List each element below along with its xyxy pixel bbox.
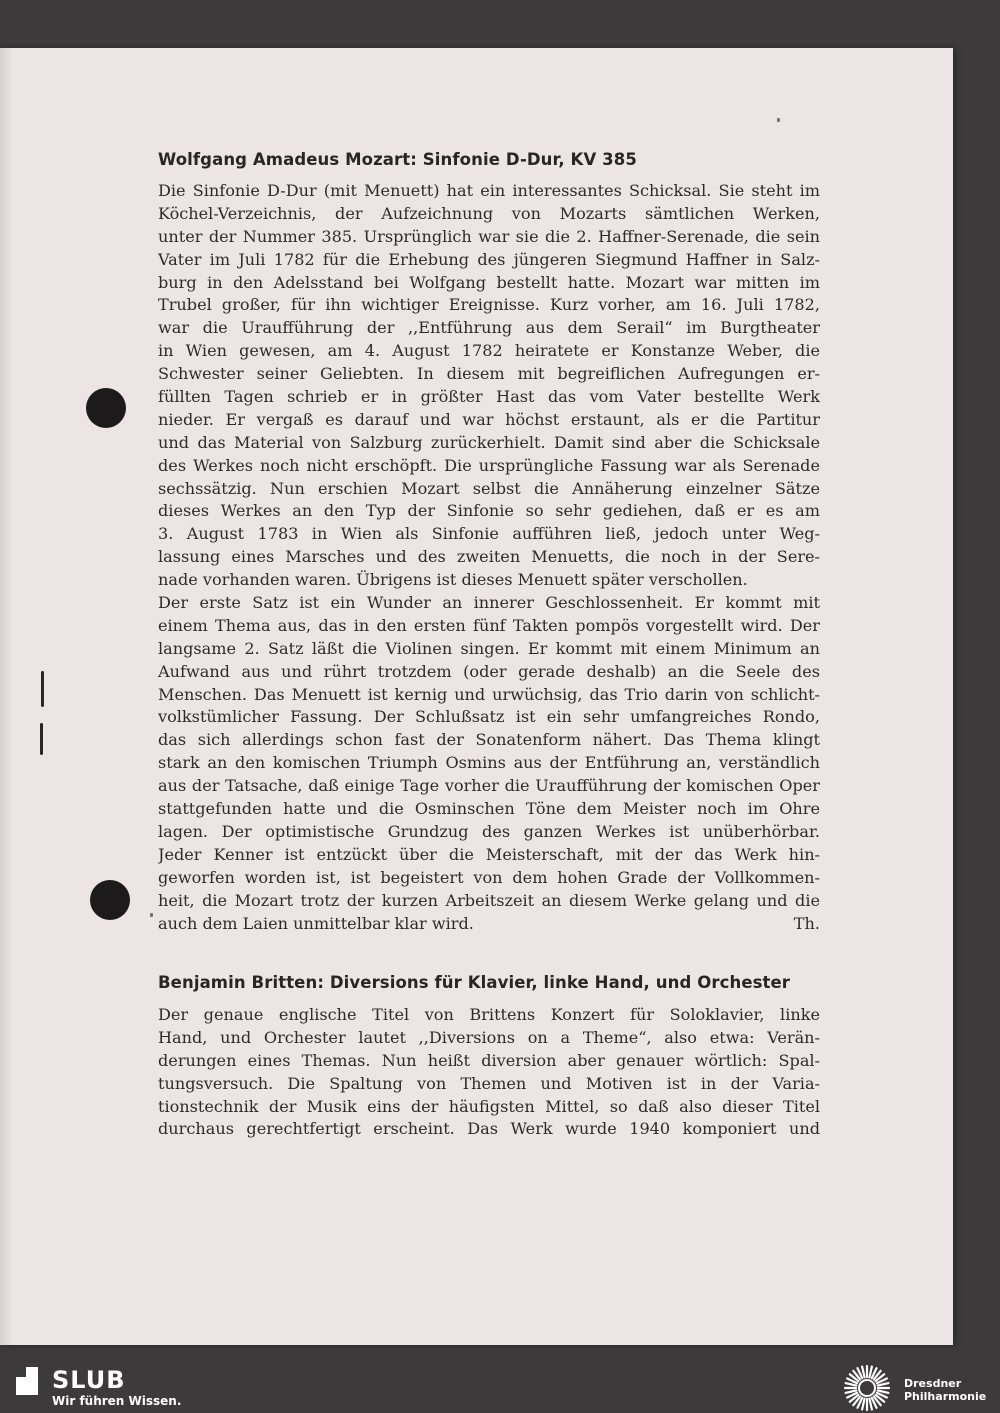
- text-line: Jeder Kenner ist entzückt über die Meisterschaft, mit der das Werk hin-: [158, 844, 820, 864]
- text-line: war die Uraufführung der ,,Entführung aus dem Serail“ im Burgtheater: [158, 318, 820, 338]
- text-line: Vater im Juli 1782 für die Erhebung des jüngeren Siegmund Haffner in Salz-: [158, 249, 820, 269]
- text-line: sechssätzig. Nun erschien Mozart selbst die Annäherung einzelner Sätze: [158, 478, 820, 498]
- paper-speck: [150, 913, 153, 917]
- text-line: dieses Werkes an den Typ der Sinfonie so sehr gediehen, daß er es am: [158, 501, 820, 521]
- author-signature: Th.: [793, 913, 820, 933]
- partner-name: [904, 1377, 986, 1403]
- text-line: des Werkes noch nicht erschöpft. Die ursprüngliche Fassung war als Serenade: [158, 455, 820, 475]
- punch-hole: [86, 388, 126, 428]
- text-line: nieder. Er vergaß es darauf und war höchst erstaunt, als er die Partitur: [158, 409, 820, 429]
- text-line: derungen eines Themas. Nun heißt diversion aber genauer wörtlich: Spal-: [158, 1050, 820, 1070]
- section-body-britten: [158, 1004, 820, 1141]
- text-line: Trubel großer, für ihn wichtiger Ereignisse. Kurz vorher, am 16. Juli 1782,: [158, 295, 820, 315]
- text-line: stattgefunden hatte und die Osminschen Töne dem Meister noch im Ohre: [158, 799, 820, 819]
- text-line: Menschen. Das Menuett ist kernig und urwüchsig, das Trio darin von schlicht-: [158, 684, 820, 704]
- text-line: füllten Tagen schrieb er in größter Hast das vom Vater bestellte Werk: [158, 387, 820, 407]
- paper-speck: [777, 118, 780, 122]
- text-line: Der erste Satz ist ein Wunder an innerer Geschlossenheit. Er kommt mit: [158, 593, 820, 613]
- library-name: SLUB: [52, 1366, 126, 1394]
- text-line: Die Sinfonie D-Dur (mit Menuett) hat ein interessantes Schicksal. Sie steht im: [158, 181, 820, 200]
- text-line: unter der Nummer 385. Ursprünglich war sie die 2. Haffner-Serenade, die sein: [158, 226, 820, 246]
- text-line: einem Thema aus, das in den ersten fünf Takten pompös vorgestellt wird. Der: [158, 615, 820, 635]
- text-line: 3. August 1783 in Wien als Sinfonie aufführen ließ, jedoch unter Weg-: [158, 524, 820, 544]
- text-line: langsame 2. Satz läßt die Violinen singen. Er kommt mit einem Minimum an: [158, 638, 820, 658]
- text-line: lagen. Der optimistische Grundzug des ganzen Werkes ist unüberhörbar.: [158, 821, 820, 841]
- text-line: aus der Tatsache, daß einige Tage vorher die Uraufführung der komischen Oper: [158, 776, 820, 796]
- text-line: tionstechnik der Musik eins der häufigsten Mittel, so daß also dieser Titel: [158, 1096, 820, 1116]
- text-line: Köchel-Verzeichnis, der Aufzeichnung von Mozarts sämtlichen Werken,: [158, 203, 820, 223]
- philharmonie-logo-icon: [843, 1364, 891, 1412]
- text-line: tungsversuch. Die Spaltung von Themen und Motiven ist in der Varia-: [158, 1073, 820, 1093]
- text-line: das sich allerdings schon fast der Sonatenform nähert. Das Thema klingt: [158, 730, 820, 750]
- text-line: Schwester seiner Geliebten. In diesem mit begreiflichen Aufregungen er-: [158, 364, 820, 384]
- text-line: volkstümlicher Fassung. Der Schlußsatz ist ein sehr umfangreiches Rondo,: [158, 707, 820, 727]
- punch-hole: [90, 880, 130, 920]
- slub-logo-icon: [16, 1367, 38, 1395]
- text-line: in Wien gewesen, am 4. August 1782 heiratete er Konstanze Weber, die: [158, 341, 820, 361]
- partner-name-line2: Philharmonie: [904, 1390, 987, 1403]
- page-edge-shadow: [0, 48, 14, 1345]
- section-heading-mozart: Wolfgang Amadeus Mozart: Sinfonie D-Dur, KV 385: [158, 150, 637, 169]
- text-line: lassung eines Marsches und des zweiten Menuetts, die noch in der Sere-: [158, 547, 820, 567]
- text-line: nade vorhanden waren. Übrigens ist dieses Menuett später verschollen.: [158, 570, 748, 590]
- library-tagline: Wir führen Wissen.: [52, 1394, 182, 1408]
- text-line: geworfen worden ist, ist begeistert von dem hohen Grade der Vollkommen-: [158, 867, 820, 887]
- footer-bar: [0, 1362, 1000, 1413]
- text-line: Hand, und Orchester lautet ,,Diversions on a Theme“, also etwa: Verän-: [158, 1027, 820, 1047]
- section-heading-britten: Benjamin Britten: Diversions für Klavier, linke Hand, und Orchester: [158, 973, 791, 992]
- margin-pencil-mark: [41, 671, 44, 707]
- text-line: stark an den komischen Triumph Osmins aus der Entführung an, verständlich: [158, 753, 820, 773]
- text-line: burg in den Adelsstand bei Wolfgang bestellt hatte. Mozart war mitten im: [158, 272, 820, 292]
- text-line: Der genaue englische Titel von Brittens Konzert für Soloklavier, linke: [158, 1005, 820, 1024]
- text-line: Aufwand aus und rührt trotzdem (oder gerade deshalb) an die Seele des: [158, 661, 820, 681]
- text-line: heit, die Mozart trotz der kurzen Arbeitszeit an diesem Werke gelang und die: [158, 890, 820, 910]
- section-body-mozart: [158, 180, 820, 935]
- text-line: auch dem Laien unmittelbar klar wird. Th.: [158, 913, 820, 936]
- margin-pencil-mark: [40, 723, 43, 755]
- text-line: und das Material von Salzburg zurückerhielt. Damit sind aber die Schicksale: [158, 432, 820, 452]
- partner-name-line1: Dresdner: [904, 1377, 962, 1390]
- text-line: durchaus gerechtfertigt erscheint. Das Werk wurde 1940 komponiert und: [158, 1119, 820, 1139]
